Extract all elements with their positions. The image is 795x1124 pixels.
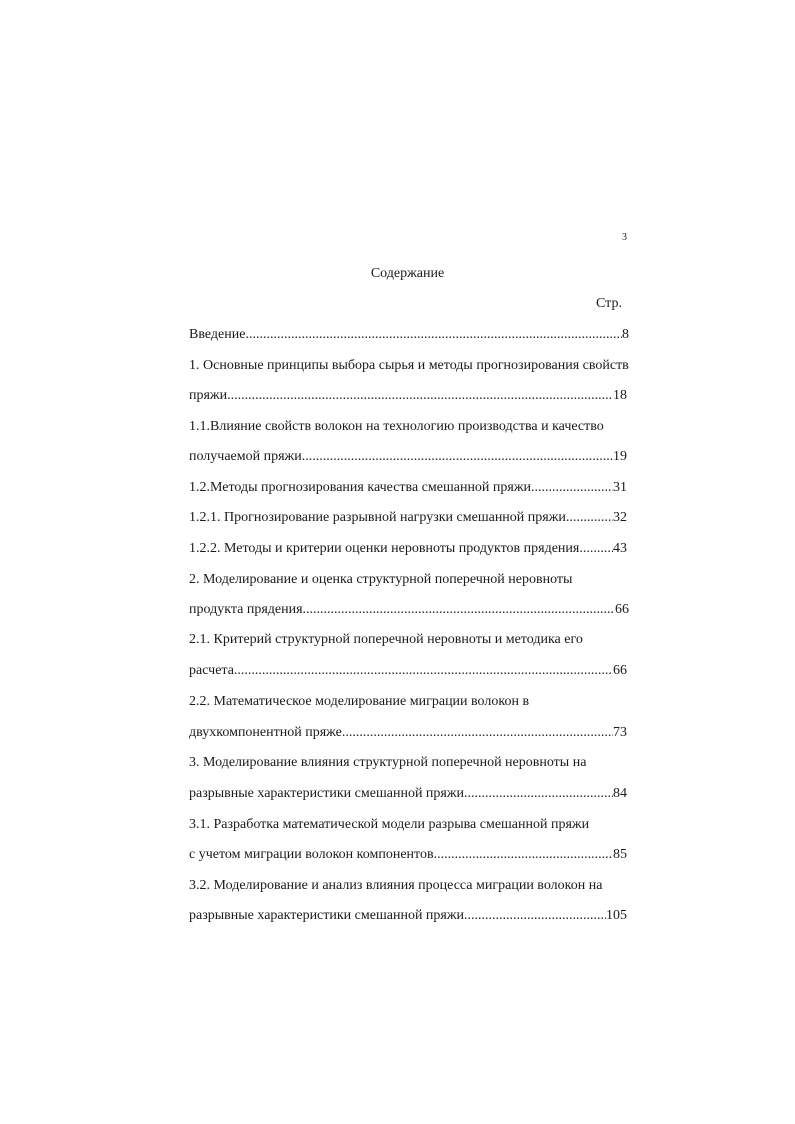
toc-entry-text: с учетом миграции волокон компонентов	[189, 847, 434, 862]
toc-entry-text: 2.1. Критерий структурной поперечной неровноты и методика его	[189, 632, 583, 647]
toc-entry-text: 2.2. Математическое моделирование миграции волокон в	[189, 694, 530, 709]
toc-entry-text: 1.1.Влияние свойств волокон на технологию производства и качество	[189, 419, 604, 434]
toc-entry-2-1	[189, 663, 627, 683]
toc-entry-text: Введение	[189, 327, 246, 342]
toc-leader-dots	[566, 510, 613, 526]
toc-entry-text: расчета	[189, 663, 234, 678]
toc-entry-intro	[189, 327, 629, 347]
toc-entry-1-2-2	[189, 541, 627, 561]
toc-leader-dots	[245, 327, 622, 343]
toc-entry-page: 8	[622, 327, 629, 342]
toc-entry-page: 85	[613, 847, 627, 862]
toc-entry-text: продукта прядения	[189, 602, 303, 617]
page-number: 3	[622, 232, 627, 243]
toc-leader-dots	[303, 602, 615, 618]
toc-leader-dots	[464, 908, 606, 924]
toc-entry-page: 66	[613, 663, 627, 678]
toc-entry-text: 1.2.2. Методы и критерии оценки неровноты продуктов прядения	[189, 541, 580, 556]
toc-entry-page: 84	[613, 786, 627, 801]
toc-entry-text: разрывные характеристики смешанной пряжи	[189, 908, 465, 923]
toc-entry-text: 1.2.Методы прогнозирования качества смешанной пряжи	[189, 480, 532, 495]
toc-entry-1-1	[189, 449, 627, 469]
toc-entry-1	[189, 388, 627, 408]
toc-entry-text: разрывные характеристики смешанной пряжи	[189, 786, 465, 801]
toc-entry-text: 1. Основные принципы выбора сырья и методы прогнозирования свойств	[189, 358, 629, 373]
toc-entry-text: 3. Моделирование влияния структурной поперечной неровноты на	[189, 755, 587, 770]
toc-entry-2-2	[189, 725, 627, 745]
toc-entry-text: 2. Моделирование и оценка структурной поперечной неровноты	[189, 572, 573, 587]
toc-entry-text: пряжи	[189, 388, 228, 403]
toc-entry-page: 18	[613, 388, 627, 403]
toc-leader-dots	[464, 786, 613, 802]
toc-leader-dots	[302, 449, 613, 465]
toc-entry-page: 73	[613, 725, 627, 740]
toc-entry-3-2	[189, 908, 627, 928]
toc-leader-dots	[342, 725, 613, 741]
toc-entry-page: 32	[613, 510, 627, 525]
toc-entry-text: 3.2. Моделирование и анализ влияния процесса миграции волокон на	[189, 878, 603, 893]
toc-entry-1-2	[189, 480, 627, 500]
toc-leader-dots	[531, 480, 613, 496]
toc-entry-text: 3.1. Разработка математической модели разрыва смешанной пряжи	[189, 817, 590, 832]
toc-leader-dots	[579, 541, 613, 557]
toc-entry-page: 66	[615, 602, 629, 617]
toc-entry-text: 1.2.1. Прогнозирование разрывной нагрузки смешанной пряжи	[189, 510, 566, 525]
page-column-header: Стр.	[596, 296, 622, 311]
toc-entry-page: 19	[613, 449, 627, 464]
toc-entry-3	[189, 786, 627, 806]
toc-entry-2	[189, 602, 629, 622]
toc-entry-page: 105	[606, 908, 627, 923]
toc-title: Содержание	[370, 266, 445, 281]
toc-entry-page: 43	[613, 541, 627, 556]
toc-entry-1-2-1	[189, 510, 627, 530]
toc-entry-text: двухкомпонентной пряже	[189, 725, 342, 740]
toc-leader-dots	[227, 388, 613, 404]
toc-entry-text: получаемой пряжи	[189, 449, 302, 464]
toc-leader-dots	[434, 847, 613, 863]
toc-entry-page: 31	[613, 480, 627, 495]
toc-entry-3-1	[189, 847, 627, 867]
toc-leader-dots	[234, 663, 613, 679]
